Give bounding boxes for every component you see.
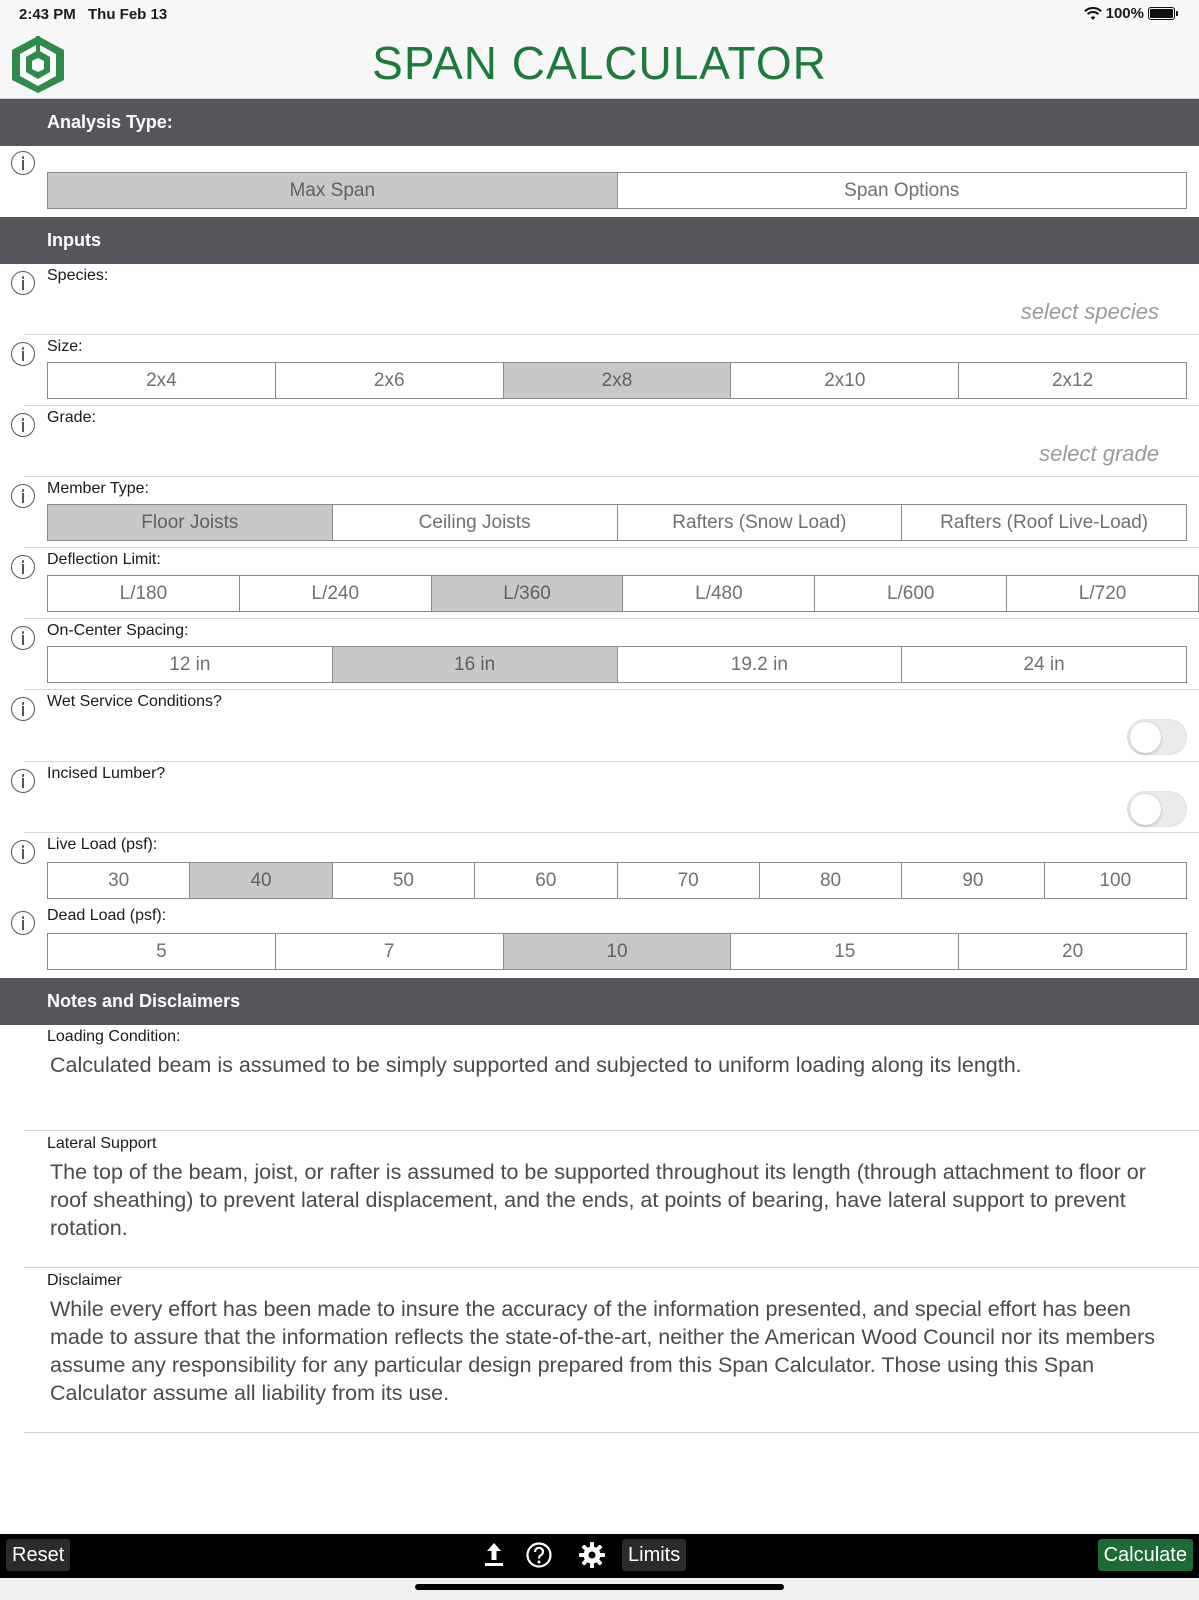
dead-load-option[interactable]: 7: [275, 934, 503, 969]
info-icon[interactable]: [11, 911, 35, 935]
analysis-type-row: [0, 146, 1199, 218]
spacing-option[interactable]: 12 in: [169, 653, 211, 675]
member-type-row: [0, 477, 1199, 548]
app-header: [0, 28, 1199, 99]
size-row: [0, 335, 1199, 406]
member-type-segmented-control: [47, 504, 1187, 541]
incised-row: [0, 762, 1199, 833]
calculate-button[interactable]: Calculate: [1098, 1539, 1193, 1571]
deflection-segmented-control: [47, 575, 1199, 612]
info-icon[interactable]: [11, 840, 35, 864]
size-option[interactable]: 2x4: [146, 369, 177, 391]
info-icon[interactable]: [11, 271, 35, 295]
live-load-option[interactable]: 90: [901, 863, 1043, 898]
species-label: Species:: [47, 267, 109, 284]
species-select[interactable]: select species: [1020, 299, 1159, 324]
spacing-option[interactable]: 19.2 in: [617, 647, 902, 682]
dead-load-segmented-control: [47, 933, 1187, 970]
deflection-option[interactable]: L/240: [239, 576, 431, 611]
inputs-header: Inputs: [0, 217, 1199, 264]
wifi-icon: [1084, 7, 1102, 21]
analysis-type-segmented-control: [47, 172, 1187, 209]
battery-icon: [1148, 7, 1175, 20]
deflection-label: Deflection Limit:: [47, 551, 161, 568]
size-label: Size:: [47, 338, 83, 355]
loading-condition-label: Loading Condition:: [47, 1028, 181, 1045]
status-date: Thu Feb 13: [88, 6, 168, 23]
info-icon[interactable]: [11, 151, 35, 175]
analysis-option[interactable]: Span Options: [617, 173, 1187, 208]
live-load-option[interactable]: 30: [108, 869, 130, 891]
share-icon[interactable]: [479, 1540, 509, 1570]
info-icon[interactable]: [11, 769, 35, 793]
deflection-option[interactable]: L/600: [814, 576, 1006, 611]
info-icon[interactable]: [11, 484, 35, 508]
info-icon[interactable]: [11, 626, 35, 650]
live-load-option[interactable]: 100: [1044, 863, 1186, 898]
analysis-type-header: Analysis Type:: [0, 99, 1199, 146]
size-option[interactable]: 2x6: [275, 363, 503, 398]
status-bar: [0, 0, 1199, 28]
lateral-support-text: The top of the beam, joist, or rafter is assumed to be supported throughout its length (through attachment to floor or roof sheathing) to prevent lateral displacement, and the ends, at points of bearing, have lateral support to prevent rotation.: [50, 1160, 1146, 1240]
member-type-option[interactable]: Floor Joists: [48, 505, 332, 540]
spacing-option[interactable]: 24 in: [901, 647, 1186, 682]
battery-percent: 100%: [1105, 5, 1144, 22]
member-type-option[interactable]: Ceiling Joists: [332, 505, 617, 540]
wet-service-row: [0, 690, 1199, 762]
spacing-label: On-Center Spacing:: [47, 622, 189, 639]
live-load-segmented-control: [47, 862, 1187, 899]
wet-service-label: Wet Service Conditions?: [47, 693, 222, 710]
info-icon[interactable]: [11, 342, 35, 366]
dead-load-row: [0, 904, 1199, 978]
size-segmented-control: [47, 362, 1187, 399]
gear-icon[interactable]: [577, 1540, 607, 1570]
incised-label: Incised Lumber?: [47, 765, 166, 782]
dead-load-option[interactable]: 10: [503, 934, 731, 969]
disclaimer-text: While every effort has been made to insure the accuracy of the information presented, and special effort has been made to assure that the information reflects the state-of-the-art, neither the American Wood Council nor its members assume any responsibility for any particular design prepared from this Span Calculator. Those using this Span Calculator assume all liability from its use.: [50, 1297, 1155, 1405]
analysis-option[interactable]: Max Span: [48, 173, 617, 208]
live-load-option[interactable]: 60: [474, 863, 616, 898]
status-time: 2:43 PM: [19, 6, 76, 23]
spacing-row: [0, 619, 1199, 690]
live-load-row: [0, 833, 1199, 904]
dead-load-option[interactable]: 15: [730, 934, 958, 969]
status-indicators: [1084, 5, 1175, 22]
spacing-segmented-control: [47, 646, 1187, 683]
grade-label: Grade:: [47, 409, 96, 426]
deflection-row: [0, 548, 1199, 619]
dead-load-option[interactable]: 20: [958, 934, 1186, 969]
info-icon[interactable]: [11, 697, 35, 721]
dead-load-option[interactable]: 5: [156, 940, 167, 962]
live-load-label: Live Load (psf):: [47, 836, 158, 853]
spacing-option[interactable]: 16 in: [332, 647, 617, 682]
size-option[interactable]: 2x10: [730, 363, 958, 398]
member-type-label: Member Type:: [47, 480, 149, 497]
info-icon[interactable]: [11, 555, 35, 579]
live-load-option[interactable]: 50: [332, 863, 474, 898]
live-load-option[interactable]: 70: [617, 863, 759, 898]
incised-toggle[interactable]: [1127, 791, 1187, 827]
limits-button[interactable]: Limits: [622, 1539, 686, 1571]
dead-load-label: Dead Load (psf):: [47, 907, 167, 924]
reset-button[interactable]: Reset: [6, 1539, 70, 1571]
divider: [24, 1432, 1199, 1433]
deflection-option[interactable]: L/720: [1006, 576, 1198, 611]
deflection-option[interactable]: L/180: [119, 582, 168, 604]
lateral-support-label: Lateral Support: [47, 1135, 157, 1152]
loading-condition-text: Calculated beam is assumed to be simply supported and subjected to uniform loading along its length.: [50, 1053, 1022, 1077]
member-type-option[interactable]: Rafters (Snow Load): [617, 505, 902, 540]
notes-header: Notes and Disclaimers: [0, 978, 1199, 1025]
deflection-option[interactable]: L/480: [622, 576, 814, 611]
home-indicator: [415, 1584, 784, 1590]
size-option[interactable]: 2x8: [503, 363, 731, 398]
member-type-option[interactable]: Rafters (Roof Live-Load): [901, 505, 1186, 540]
divider: [24, 1130, 1199, 1131]
help-icon[interactable]: [524, 1540, 554, 1570]
disclaimer-label: Disclaimer: [47, 1272, 122, 1289]
divider: [24, 1267, 1199, 1268]
live-load-option[interactable]: 40: [189, 863, 331, 898]
grade-select[interactable]: select grade: [1039, 441, 1159, 466]
grade-row[interactable]: [0, 406, 1199, 477]
bottom-toolbar: [0, 1534, 1199, 1578]
wet-service-toggle[interactable]: [1127, 719, 1187, 755]
size-option[interactable]: 2x12: [958, 363, 1186, 398]
live-load-option[interactable]: 80: [759, 863, 901, 898]
deflection-option[interactable]: L/360: [431, 576, 623, 611]
app-title: SPAN CALCULATOR: [372, 37, 827, 89]
info-icon[interactable]: [11, 413, 35, 437]
species-row[interactable]: [0, 264, 1199, 335]
